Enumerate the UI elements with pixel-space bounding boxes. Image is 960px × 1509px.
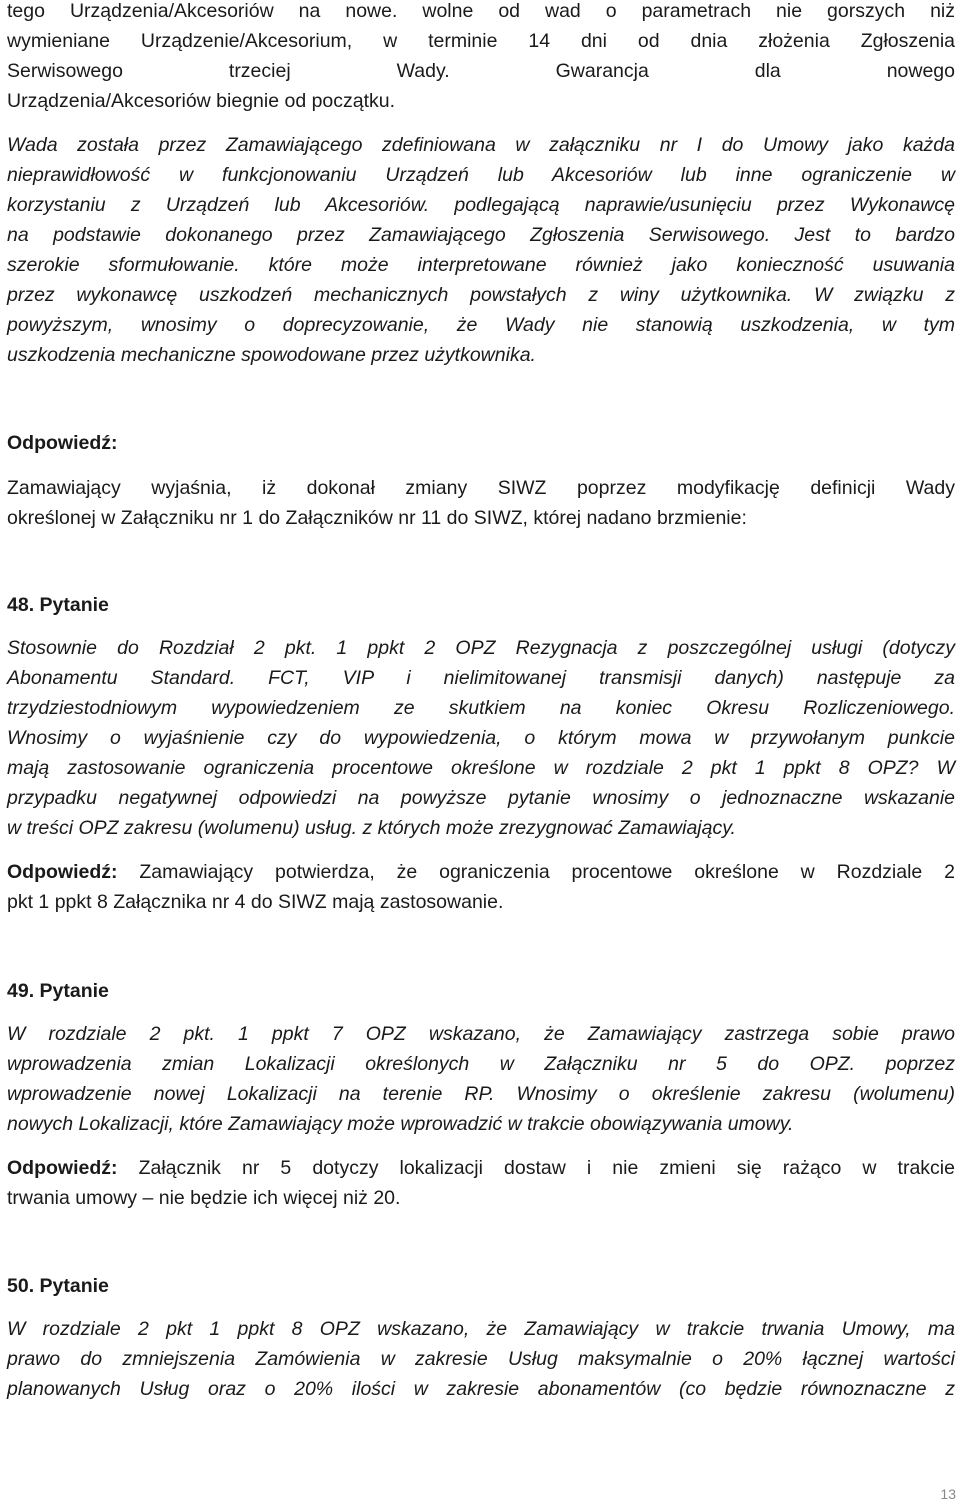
question-49-heading: 49. Pytanie xyxy=(7,980,109,1002)
text-line: szerokie sformułowanie. które może interpretowane również jako konieczność usuwania xyxy=(7,254,955,276)
text-line: Stosownie do Rozdział 2 pkt. 1 ppkt 2 OPZ Rezygnacja z poszczególnej usługi (dotyczy xyxy=(7,637,955,659)
text-line: W rozdziale 2 pkt 1 ppkt 8 OPZ wskazano, że Zamawiający w trakcie trwania Umowy, ma xyxy=(7,1318,955,1340)
text-line: wymieniane Urządzenie/Akcesorium, w terminie 14 dni od dnia złożenia Zgłoszenia xyxy=(7,30,955,52)
question-49-answer xyxy=(7,1153,955,1213)
text-line: pkt 1 ppkt 8 Załącznika nr 4 do SIWZ mają zastosowanie. xyxy=(7,891,504,913)
text-line: nowych Lokalizacji, które Zamawiający może wprowadzić w trakcie obowiązywania umowy. xyxy=(7,1113,794,1135)
text-line: tego Urządzenia/Akcesoriów na nowe. wolne od wad o parametrach nie gorszych niż xyxy=(7,0,955,22)
question-50-text xyxy=(7,1314,955,1404)
text-line: Wnosimy o wyjaśnienie czy do wypowiedzenia, o którym mowa w przywołanym punkcie xyxy=(7,727,955,749)
text-line: Zamawiający wyjaśnia, iż dokonał zmiany SIWZ poprzez modyfikację definicji Wady xyxy=(7,477,955,499)
text-line: mają zastosowanie ograniczenia procentowe określone w rozdziale 2 pkt 1 ppkt 8 OPZ? W xyxy=(7,757,955,779)
question-48-text xyxy=(7,633,955,843)
text-line: na podstawie dokonanego przez Zamawiającego Zgłoszenia Serwisowego. Jest to bardzo xyxy=(7,224,955,246)
paragraph-warranty xyxy=(7,0,955,116)
text-line: przypadku negatywnej odpowiedzi na powyższe pytanie wnosimy o jednoznaczne wskazanie xyxy=(7,787,955,809)
question-50-heading: 50. Pytanie xyxy=(7,1275,109,1297)
text-line: trwania umowy – nie będzie ich więcej niż 20. xyxy=(7,1187,401,1209)
answer-label: Odpowiedź: xyxy=(7,1157,118,1179)
text-line: nieprawidłowość w funkcjonowaniu Urządzeń lub Akcesoriów lub inne ograniczenie w xyxy=(7,164,955,186)
answer-label: Odpowiedź: xyxy=(7,432,118,454)
text-line: w treści OPZ zakresu (wolumenu) usług. z których może zrezygnować Zamawiający. xyxy=(7,817,736,839)
answer-label: Odpowiedź: xyxy=(7,861,118,883)
page-number: 13 xyxy=(940,1486,956,1502)
text-line: określonej w Załączniku nr 1 do Załączników nr 11 do SIWZ, której nadano brzmienie: xyxy=(7,507,747,529)
text-line: przez wykonawcę uszkodzeń mechanicznych powstałych z winy użytkownika. W związku z xyxy=(7,284,955,306)
paragraph-defect-definition xyxy=(7,130,955,370)
text-line: uszkodzenia mechaniczne spowodowane przez użytkownika. xyxy=(7,344,536,366)
text-line: trzydziestodniowym wypowiedzeniem ze skutkiem na koniec Okresu Rozliczeniowego. xyxy=(7,697,955,719)
text-line: wprowadzenia zmian Lokalizacji określonych w Załączniku nr 5 do OPZ. poprzez xyxy=(7,1053,955,1075)
text-line: Wada została przez Zamawiającego zdefiniowana w załączniku nr I do Umowy jako każda xyxy=(7,134,955,156)
text-line: Abonamentu Standard. FCT, VIP i nielimitowanej transmisji danych) następuje za xyxy=(7,667,955,689)
text-line: Serwisowego trzeciej Wady. Gwarancja dla nowego xyxy=(7,60,955,82)
text-line: korzystaniu z Urządzeń lub Akcesoriów. podlegającą naprawie/usunięciu przez Wykonawcę xyxy=(7,194,955,216)
text-line: planowanych Usług oraz o 20% ilości w zakresie abonamentów (co będzie równoznaczne z xyxy=(7,1378,955,1400)
text-line: prawo do zmniejszenia Zamówienia w zakresie Usług maksymalnie o 20% łącznej wartości xyxy=(7,1348,955,1370)
text-line: Urządzenia/Akcesoriów biegnie od początku. xyxy=(7,90,396,112)
question-48-heading: 48. Pytanie xyxy=(7,594,109,616)
text-line: Załącznik nr 5 dotyczy lokalizacji dostaw i nie zmieni się rażąco w trakcie xyxy=(117,1157,955,1179)
question-48-answer xyxy=(7,857,955,917)
question-49-text xyxy=(7,1019,955,1139)
text-line: Zamawiający potwierdza, że ograniczenia procentowe określone w Rozdziale 2 xyxy=(117,861,955,883)
text-line: powyższym, wnosimy o doprecyzowanie, że Wady nie stanowią uszkodzenia, w tym xyxy=(7,314,955,336)
text-line: W rozdziale 2 pkt. 1 ppkt 7 OPZ wskazano, że Zamawiający zastrzega sobie prawo xyxy=(7,1023,955,1045)
paragraph-answer xyxy=(7,473,955,533)
text-line: wprowadzenie nowej Lokalizacji na terenie RP. Wnosimy o określenie zakresu (wolumenu) xyxy=(7,1083,955,1105)
